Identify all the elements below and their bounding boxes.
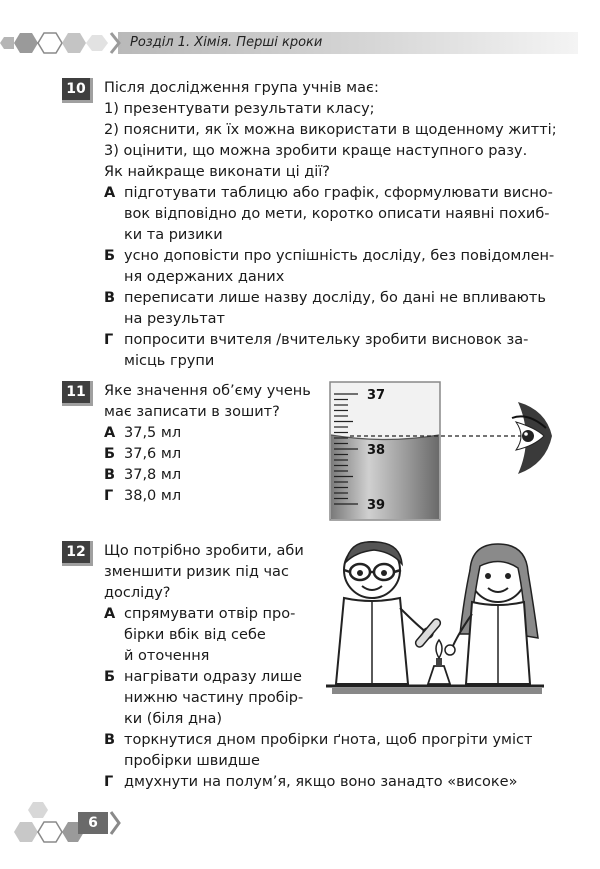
- question-text: має записати в зошит?: [104, 404, 280, 420]
- option-text: усно доповісти про успішність досліду, без повідомлен-: [124, 248, 555, 264]
- option-text: 37,8 мл: [124, 467, 182, 483]
- question-text: зменшити ризик під час: [104, 564, 289, 580]
- option-letter: Б: [104, 669, 116, 685]
- option-text: 37,5 мл: [124, 425, 182, 441]
- option-text: 38,0 мл: [124, 488, 182, 504]
- option-letter: А: [104, 606, 116, 622]
- question-number: 10: [62, 78, 93, 103]
- question-text: Як найкраще виконати ці дії?: [104, 164, 330, 180]
- scale-label: 38: [367, 443, 386, 458]
- lab-students-illustration: [322, 538, 548, 718]
- option-text: ки та ризики: [124, 227, 223, 243]
- option-text: вок відповідно до мети, коротко описати наявні похиб-: [124, 206, 550, 222]
- option-letter: Б: [104, 446, 116, 462]
- option-text: ня одержаних даних: [124, 269, 285, 285]
- option-letter: Б: [104, 248, 116, 264]
- option-text: 37,6 мл: [124, 446, 182, 462]
- option-text: попросити вчителя /вчительку зробити висновок за-: [124, 332, 529, 348]
- chevron-right-icon: [108, 810, 124, 836]
- hexagon-decoration-icon: [4, 798, 84, 846]
- option-letter: В: [104, 467, 116, 483]
- option-letter: Г: [104, 774, 114, 790]
- question-text: Що потрібно зробити, аби: [104, 543, 304, 559]
- option-text: нагрівати одразу лише: [124, 669, 302, 685]
- question-number: 12: [62, 541, 93, 566]
- question-text: 1) презентувати результати класу;: [104, 101, 375, 117]
- page-number: 6: [78, 812, 108, 834]
- option-letter: А: [104, 425, 116, 441]
- graduated-cylinder-illustration: [322, 378, 562, 523]
- scale-label: 37: [367, 388, 386, 403]
- option-text: й оточення: [124, 648, 210, 664]
- option-text: нижню частину пробір-: [124, 690, 304, 706]
- question-number: 11: [62, 381, 93, 406]
- option-letter: А: [104, 185, 116, 201]
- option-text: пробірки швидше: [124, 753, 260, 769]
- question-text: Після дослідження група учнів має:: [104, 80, 379, 96]
- option-text: торкнутися дном пробірки ґнота, щоб прогріти уміст: [124, 732, 533, 748]
- option-text: спрямувати отвір про-: [124, 606, 296, 622]
- option-text: переписати лише назву досліду, бо дані не впливають: [124, 290, 546, 306]
- option-text: бірки вбік від себе: [124, 627, 266, 643]
- option-text: місць групи: [124, 353, 215, 369]
- option-letter: В: [104, 290, 116, 306]
- page-header: [0, 26, 600, 60]
- option-text: підготувати таблицю або графік, сформулювати висно-: [124, 185, 553, 201]
- question-text: Яке значення об’єму учень: [104, 383, 311, 399]
- chevron-right-icon: [108, 31, 124, 55]
- option-text: на результат: [124, 311, 225, 327]
- option-text: ки (біля дна): [124, 711, 223, 727]
- option-letter: Г: [104, 488, 114, 504]
- question-text: досліду?: [104, 585, 171, 601]
- option-letter: В: [104, 732, 116, 748]
- page-title: Розділ 1. Хімія. Перші кроки: [130, 35, 323, 50]
- question-text: 3) оцінити, що можна зробити краще наступного разу.: [104, 143, 528, 159]
- scale-label: 39: [367, 498, 386, 513]
- option-text: дмухнути на полум’я, якщо воно занадто «високе»: [124, 774, 518, 790]
- option-letter: Г: [104, 332, 114, 348]
- question-text: 2) пояснити, як їх можна використати в щоденному житті;: [104, 122, 557, 138]
